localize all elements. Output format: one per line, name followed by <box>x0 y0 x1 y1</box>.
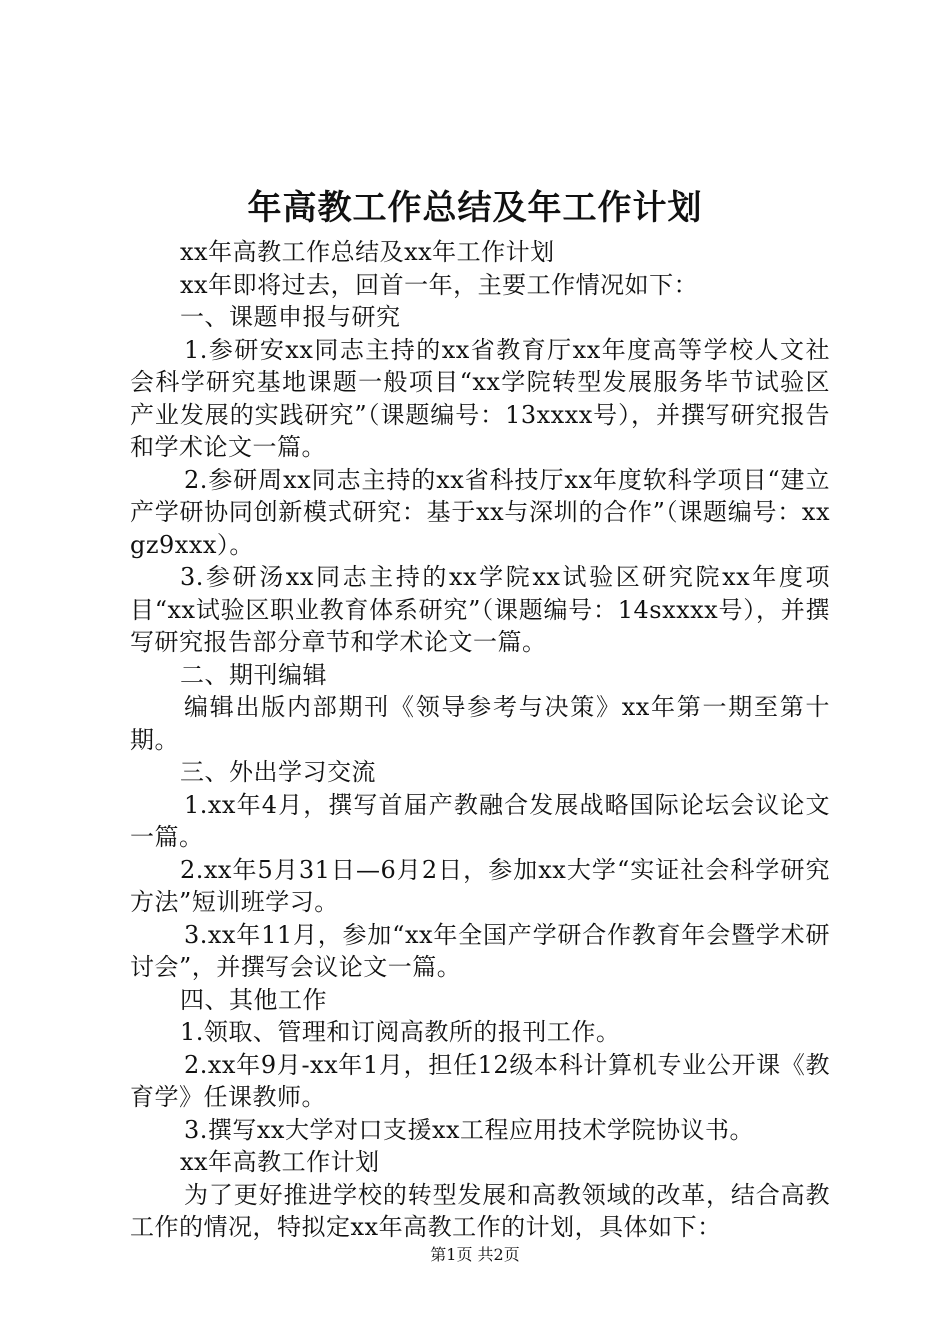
section-heading-exchange: 三、外出学习交流 <box>180 758 376 786</box>
paragraph-plan: 为了更好推进学校的转型发展和高教领域的改革，结合高教工作的情况，特拟定xx年高教工作的计划，具体如下： <box>130 1180 830 1241</box>
page-footer: 第1页 共2页 <box>430 1245 520 1264</box>
section-heading-research: 一、课题申报与研究 <box>180 303 401 331</box>
paragraph-other-3: 3.撰写xx大学对口支援xx工程应用技术学院协议书。 <box>184 1115 755 1144</box>
paragraph-intro: xx年即将过去，回首一年，主要工作情况如下： <box>180 270 699 299</box>
paragraph-exchange-3: 3.xx年11月，参加“xx年全国产学研合作教育年会暨学术研讨会”，并撰写会议论文一篇。 <box>130 920 830 981</box>
paragraph-other-2: 2.xx年9月-xx年1月，担任12级本科计算机专业公开课《教育学》任课教师。 <box>130 1050 830 1111</box>
paragraph-other-1: 1.领取、管理和订阅高教所的报刊工作。 <box>180 1018 621 1046</box>
paragraph-exchange-1: 1.xx年4月，撰写首届产教融合发展战略国际论坛会议论文一篇。 <box>130 790 830 851</box>
paragraph-research-2: 2.参研周xx同志主持的xx省科技厅xx年度软科学项目“建立产学研协同创新模式研究：基于xx与深圳的合作”（课题编号：xxgz9xxx）。 <box>130 465 830 559</box>
document-title: 年高教工作总结及年工作计划 <box>247 188 703 228</box>
document-body <box>130 236 830 1244</box>
section-heading-other: 四、其他工作 <box>180 985 327 1014</box>
section-heading-journal: 二、期刊编辑 <box>180 660 327 689</box>
paragraph-research-3: 3.参研汤xx同志主持的xx学院xx试验区研究院xx年度项目“xx试验区职业教育体系研究”（课题编号：14sxxxx号），并撰写研究报告部分章节和学术论文一篇。 <box>130 563 830 656</box>
paragraph-subtitle: xx年高教工作总结及xx年工作计划 <box>180 238 555 266</box>
paragraph-research-1: 1.参研安xx同志主持的xx省教育厅xx年度高等学校人文社会科学研究基地课题一般项目“xx学院转型发展服务毕节试验区产业发展的实践研究”（课题编号：13xxxx号），并撰写研究报告和学术论文一篇。 <box>130 335 830 461</box>
paragraph-exchange-2: 2.xx年5月31日—6月2日，参加xx大学“实证社会科学研究方法”短训班学习。 <box>130 855 830 916</box>
paragraph-journal: 编辑出版内部期刊《领导参考与决策》xx年第一期至第十期。 <box>130 693 830 754</box>
section-heading-plan: xx年高教工作计划 <box>180 1148 380 1176</box>
